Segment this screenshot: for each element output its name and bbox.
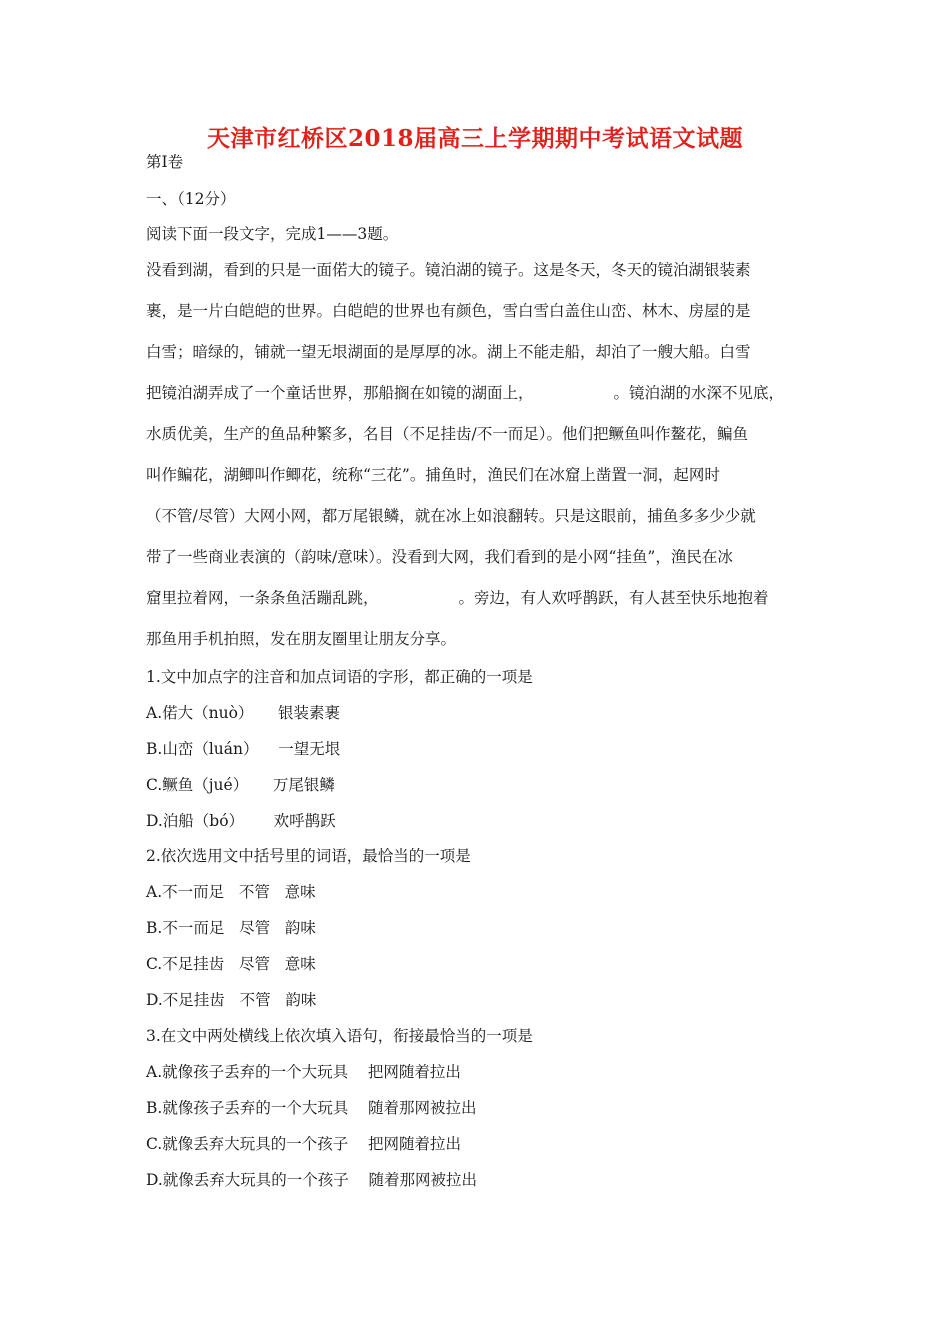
passage-line-tail: 。镜泊湖的水深不见底， [613, 384, 785, 402]
passage-line: 带了一些商业表演的（韵味/意味）。没看到大网，我们看到的是小网“挂鱼”，渔民在冰 [146, 548, 733, 566]
passage-line-tail: 。旁边，有人欢呼鹊跃，有人甚至快乐地抱着 [458, 589, 769, 607]
passage-line: （不管/尽管）大网小网，都万尾银鳞，就在冰上如浪翻转。只是这眼前，捕鱼多多少少就 [146, 507, 756, 525]
passage-line [146, 588, 816, 629]
passage-line: 叫作鳊花，湖鲫叫作鲫花，统称“三花”。捕鱼时，渔民们在冰窟上凿置一洞，起网时 [146, 466, 720, 484]
question-1-option-b: B.山峦（luán） 一望无垠 [146, 740, 341, 758]
question-1-option-c: C.鳜鱼（jué） 万尾银鳞 [146, 776, 335, 794]
question-2-option-b: B.不一而足 尽管 韵味 [146, 919, 316, 937]
question-1-option-a: A.偌大（nuò） 银装素裹 [146, 704, 341, 722]
passage-line: 没看到湖，看到的只是一面偌大的镜子。镜泊湖的镜子。这是冬天，冬天的镜泊湖银装素 [146, 261, 751, 279]
question-3-option-b: B.就像孩子丢弃的一个大玩具 随着那网被拉出 [146, 1099, 477, 1117]
question-2-stem: 2.依次选用文中括号里的词语，最恰当的一项是 [146, 847, 471, 865]
page-title: 天津市红桥区2018届高三上学期期中考试语文试题 [206, 125, 743, 152]
question-2-option-d: D.不足挂齿 不管 韵味 [146, 991, 317, 1009]
section-heading: 一、（12分） [146, 190, 236, 208]
question-1-stem: 1.文中加点字的注音和加点词语的字形，都正确的一项是 [146, 668, 533, 686]
passage-line: 白雪；暗绿的，铺就一望无垠湖面的是厚厚的冰。湖上不能走船，却泊了一艘大船。白雪 [146, 343, 751, 361]
question-3-option-d: D.就像丢弃大玩具的一个孩子 随着那网被拉出 [146, 1171, 478, 1189]
question-3-option-a: A.就像孩子丢弃的一个大玩具 把网随着拉出 [146, 1063, 461, 1081]
passage-line-text: 窟里拉着网，一条条鱼活蹦乱跳， [146, 589, 379, 607]
question-3-option-c: C.就像丢弃大玩具的一个孩子 把网随着拉出 [146, 1135, 461, 1153]
volume-label: 第Ⅰ卷 [146, 153, 184, 171]
reading-instruction: 阅读下面一段文字，完成1——3题。 [146, 225, 399, 243]
passage-line: 水质优美，生产的鱼品种繁多，名目（不足挂齿/不一而足）。他们把鳜鱼叫作鳌花，鳊鱼 [146, 425, 748, 443]
passage-line [146, 383, 816, 424]
passage-line: 那鱼用手机拍照，发在朋友圈里让朋友分享。 [146, 630, 457, 648]
passage-line: 裹，是一片白皑皑的世界。白皑皑的世界也有颜色，雪白雪白盖住山峦、林木、房屋的是 [146, 302, 751, 320]
reading-passage [146, 260, 816, 670]
question-2-option-c: C.不足挂齿 尽管 意味 [146, 955, 316, 973]
question-3-stem: 3.在文中两处横线上依次填入语句，衔接最恰当的一项是 [146, 1027, 533, 1045]
question-1-option-d: D.泊船（bó） 欢呼鹊跃 [146, 812, 336, 830]
question-2-option-a: A.不一而足 不管 意味 [146, 883, 316, 901]
passage-line-text: 把镜泊湖弄成了一个童话世界，那船搁在如镜的湖面上， [146, 384, 534, 402]
